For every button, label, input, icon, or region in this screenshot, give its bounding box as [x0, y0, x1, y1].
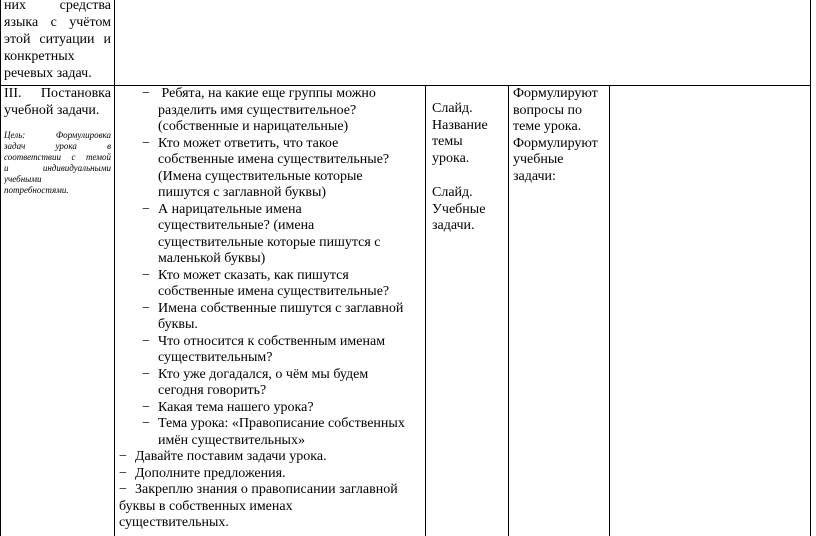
text-line: этой ситуации и — [4, 32, 111, 47]
list-item-line: буквы в собственных именах — [119, 498, 293, 514]
bullet-dash: − — [142, 201, 150, 217]
list-item-line: собственные имена существительные? — [158, 284, 390, 299]
goal-line: Цель: Формулировка — [4, 130, 111, 140]
stage-title: учебной задачи. — [4, 103, 100, 118]
list-item-line: Кто уже догадался, о чём мы будем — [158, 366, 369, 382]
row1-stage-cell — [4, 0, 111, 84]
list-item-line: существительных. — [119, 515, 229, 530]
slide-line: урока. — [432, 150, 470, 166]
column-divider-2 — [425, 86, 426, 536]
slide-line: темы — [432, 134, 463, 149]
student-line: Формулируют — [513, 86, 598, 101]
bullet-dash: − — [142, 300, 150, 316]
list-item-line: Имена собственные пишутся с заглавной — [158, 300, 404, 316]
list-item-line: буквы. — [158, 317, 198, 332]
list-item-line: пишутся с заглавной буквы) — [158, 185, 327, 200]
slide-line: Название — [432, 117, 488, 133]
column-divider-3 — [508, 86, 509, 536]
list-item-line: Давайте поставим задачи урока. — [135, 449, 327, 464]
list-item-line: Закреплю знания о правописании заглавной — [135, 482, 398, 497]
stage-goal — [4, 130, 111, 200]
list-item-line: Кто может сказать, как пишутся — [158, 267, 349, 283]
student-line: учебные — [513, 152, 564, 167]
slides-cell — [432, 101, 506, 251]
bullet-dash: − — [142, 399, 150, 415]
goal-line: соответствии с темой — [4, 152, 111, 162]
slide-line: Слайд. — [432, 185, 473, 200]
list-item-line: (Имена существительные которые — [158, 168, 363, 184]
stage-title: III. Постановка — [4, 86, 111, 101]
slide-line: Слайд. — [432, 101, 473, 116]
list-item-line: собственные имена существительные? — [158, 152, 390, 167]
list-item-line: Кто может ответить, что такое — [158, 135, 339, 151]
bullet-dash: − — [142, 366, 150, 382]
list-item-line: (собственные и нарицательные) — [158, 119, 349, 134]
text-line: конкретных — [4, 49, 75, 64]
list-item-line: Что относится к собственным именам — [158, 333, 386, 349]
text-line: них средства — [4, 0, 111, 13]
table-border-right — [810, 0, 811, 536]
goal-line: задач урока в — [4, 141, 111, 151]
bullet-dash: − — [119, 465, 127, 481]
students-activity-cell — [513, 86, 607, 196]
list-item-line: Дополните предложения. — [135, 465, 286, 481]
student-line: вопросы по — [513, 102, 582, 118]
list-item-line: разделить имя существительное? — [158, 102, 357, 118]
student-line: Формулируют — [513, 135, 598, 151]
goal-line: и индивидуальными — [4, 163, 111, 173]
goal-line: потребностями. — [4, 185, 69, 195]
list-item-line: Ребята, на какие еще группы можно — [158, 86, 376, 101]
text-line: языка с учётом — [4, 15, 111, 30]
slide-line: Учебные — [432, 201, 486, 217]
bullet-dash: − — [142, 333, 150, 349]
list-item-line: Какая тема нашего урока? — [158, 399, 314, 415]
list-item-line: существительные которые пишутся с — [158, 234, 381, 250]
teacher-activity-cell — [115, 86, 424, 536]
student-line: задачи: — [513, 168, 556, 184]
student-line: теме урока. — [513, 119, 582, 134]
bullet-dash: − — [142, 267, 150, 283]
list-item-line: сегодня говорить? — [158, 383, 267, 398]
table-border-left — [0, 0, 1, 536]
list-item-line: существительные? (имена — [158, 218, 315, 233]
slide-line: задачи. — [432, 218, 475, 233]
list-item-line: маленькой буквы) — [158, 251, 266, 266]
goal-line: учебными — [4, 174, 42, 184]
list-item-line: имён существительных» — [158, 432, 305, 448]
text-line: речевых задач. — [4, 66, 92, 81]
bullet-dash: − — [142, 416, 150, 431]
stage-cell — [4, 86, 111, 206]
list-item-line: А нарицательные имена — [158, 201, 302, 217]
bullet-dash: − — [119, 482, 127, 497]
list-item-line: Тема урока: «Правописание собственных — [158, 416, 405, 431]
bullet-dash: − — [142, 135, 150, 151]
bullet-dash: − — [119, 449, 127, 464]
list-item-line: существительным? — [158, 350, 273, 365]
notes-cell — [610, 86, 809, 536]
bullet-dash: − — [142, 86, 150, 101]
